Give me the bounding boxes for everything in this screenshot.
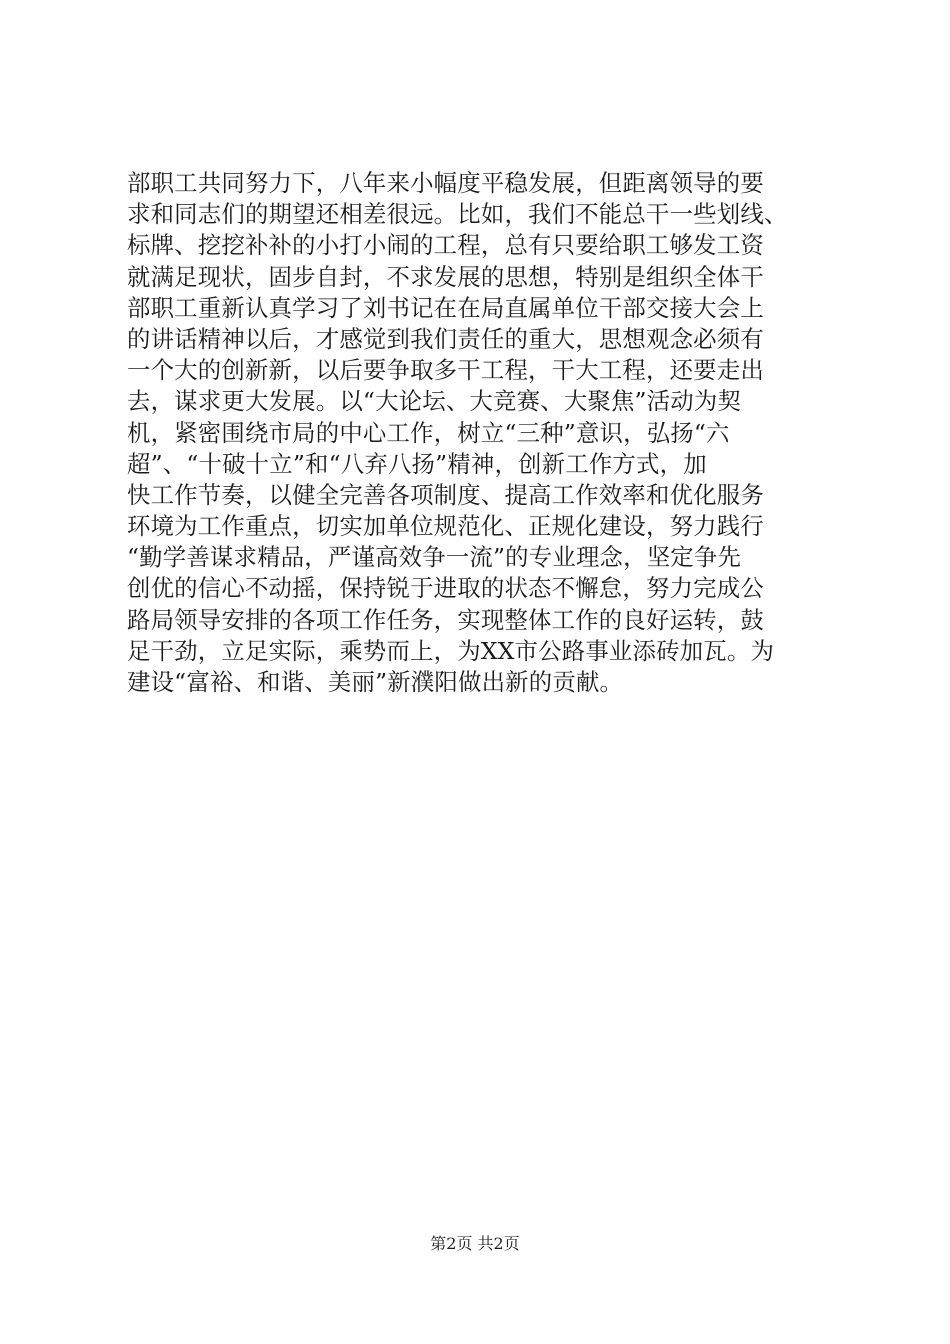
paragraph-line: 超”、“十破十立”和“八弃八扬”精神，创新工作方式，加 <box>127 449 707 478</box>
paragraph-line: 一个大的创新新，以后要争取多干工程，干大工程，还要走出 <box>127 356 764 385</box>
paragraph-line: 建设“富裕、和谐、美丽”新濮阳做出新的贡献。 <box>127 668 624 696</box>
paragraph-line: 机，紧密围绕市局的中心工作，树立“三种”意识，弘扬“六 <box>127 418 730 447</box>
body-paragraph <box>127 168 837 698</box>
paragraph-line: 环境为工作重点，切实加单位规范化、正规化建设，努力践行 <box>127 512 764 541</box>
paragraph-line: 求和同志们的期望还相差很远。比如，我们不能总干一些划线、 <box>127 200 788 229</box>
paragraph-line: 去，谋求更大发展。以“大论坛、大竞赛、大聚焦”活动为契 <box>127 387 742 416</box>
paragraph-line: 标牌、挖挖补补的小打小闹的工程，总有只要给职工够发工资 <box>127 231 764 260</box>
paragraph-line: 快工作节奏，以健全完善各项制度、提高工作效率和优化服务 <box>127 480 764 509</box>
paragraph-line: “勤学善谋求精品，严谨高效争一流”的专业理念，坚定争先 <box>127 543 742 572</box>
paragraph-line: 就满足现状，固步自封，不求发展的思想，特别是组织全体干 <box>127 262 764 291</box>
paragraph-line: 路局领导安排的各项工作任务，实现整体工作的良好运转，鼓 <box>127 605 764 634</box>
paragraph-line: 创优的信心不动摇，保持锐于进取的状态不懈怠，努力完成公 <box>127 574 764 603</box>
paragraph-line: 部职工共同努力下，八年来小幅度平稳发展，但距离领导的要 <box>127 169 764 197</box>
paragraph-line: 足干劲，立足实际，乘势而上，为XX市公路事业添砖加瓦。为 <box>127 636 775 665</box>
paragraph-line: 部职工重新认真学习了刘书记在在局直属单位干部交接大会上 <box>127 293 764 322</box>
page-footer <box>0 1234 950 1254</box>
paragraph-line: 的讲话精神以后，才感觉到我们责任的重大，思想观念必须有 <box>127 324 764 353</box>
page-number: 第2页 共2页 <box>430 1234 520 1253</box>
